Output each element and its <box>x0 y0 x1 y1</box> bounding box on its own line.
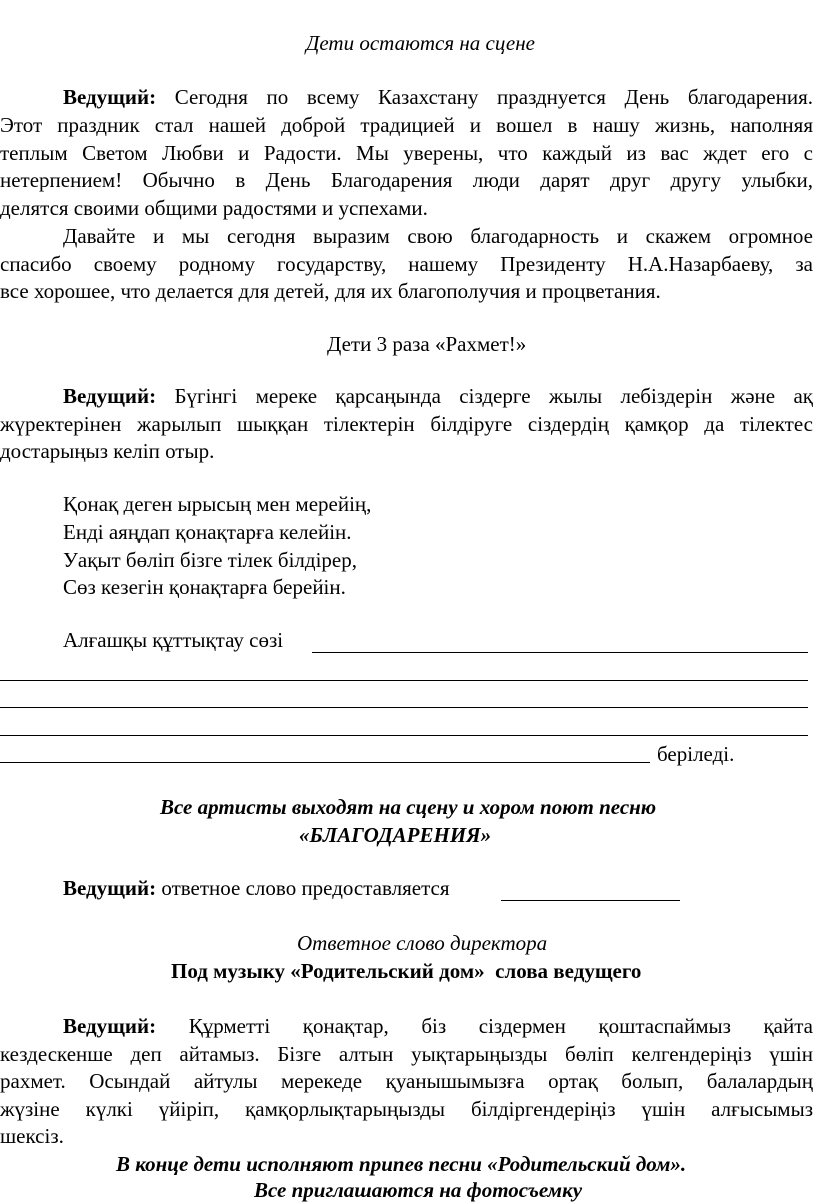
presenter-label: Ведущий: <box>63 876 157 900</box>
final-note-line-1: В конце дети исполняют припев песни «Родительский дом». <box>116 1152 687 1176</box>
children-thanks-line: Дети 3 раза «Рахмет!» <box>327 332 527 356</box>
paragraph-4-line-5: шексіз. <box>0 1124 64 1148</box>
paragraph-1-line-1 <box>63 83 813 111</box>
blank-line-1 <box>312 652 808 653</box>
paragraph-4-line-1 <box>63 1012 813 1040</box>
reply-line <box>63 874 450 902</box>
paragraph-3-text: Бүгінгі мереке қарсаңында сіздерге жылы лебіздерін және ақ <box>174 384 813 408</box>
reply-blank-line <box>501 900 680 901</box>
paragraph-1-line-4: нетерпением! Обычно в День Благодарения люди дарят друг другу улыбки, <box>0 168 813 192</box>
paragraph-2-line-3: все хорошее, что делается для детей, для их благополучия и процветания. <box>0 279 661 303</box>
blank-line-2 <box>0 680 808 681</box>
paragraph-2-line-1: Давайте и мы сегодня выразим свою благодарность и скажем огромное <box>63 224 813 248</box>
final-note-line-2: Все приглашаются на фотосъемку <box>254 1178 583 1202</box>
poem-line-1: Қонақ деген ырысың мен мерейің, <box>63 492 372 516</box>
paragraph-1-line-3: теплым Светом Любви и Радости. Мы уверены, что каждый из вас ждет его с <box>0 141 813 165</box>
paragraph-3-line-2: жүректерінен жарылып шыққан тілектерін білдіруге сіздердің қамқор да тілектес <box>0 412 813 436</box>
stage-note-children-remain: Дети остаются на сцене <box>306 31 535 55</box>
paragraph-1-line-5: делятся своими общими радостями и успехами. <box>0 196 428 220</box>
poem-line-2: Енді аяңдап қонақтарға келейін. <box>63 520 352 544</box>
music-note: Под музыку «Родительский дом» слова ведущего <box>171 959 642 983</box>
given-word: беріледі. <box>657 742 735 766</box>
paragraph-1-line-2: Этот праздник стал нашей доброй традицией и вошел в нашу жизнь, наполняя <box>0 113 813 137</box>
paragraph-2-line-2: спасибо своему родному государству, нашему Президенту Н.А.Назарбаеву, за <box>0 252 813 276</box>
paragraph-4-text: Құрметті қонақтар, біз сіздермен қоштаспаймыз қайта <box>188 1014 813 1038</box>
presenter-label: Ведущий: <box>63 384 157 408</box>
paragraph-1-text: Сегодня по всему Казахстану празднуется День благодарения. <box>174 85 814 109</box>
poem-line-4: Сөз кезегін қонақтарға берейін. <box>63 575 346 599</box>
presenter-label: Ведущий: <box>63 85 157 109</box>
song-note-line-2: «БЛАГОДАРЕНИЯ» <box>299 823 492 847</box>
blank-line-5 <box>0 762 650 763</box>
presenter-label: Ведущий: <box>63 1014 157 1038</box>
blank-line-4 <box>0 735 808 736</box>
paragraph-4-line-2: кездескенше деп айтамыз. Бізге алтын уықтарыңызды бөліп келгендеріңіз үшін <box>0 1042 813 1066</box>
song-note-line-1: Все артисты выходят на сцену и хором поют песню <box>160 795 657 819</box>
paragraph-4-line-4: жүзіне күлкі үйіріп, қамқорлықтарыңызды білдіргендеріңіз үшін алғысымыз <box>0 1097 813 1121</box>
reply-text: ответное слово предоставляется <box>161 876 450 900</box>
first-greeting-label: Алғашқы құттықтау сөзі <box>63 628 284 652</box>
poem-line-3: Уақыт бөліп бізге тілек білдірер, <box>63 548 357 572</box>
paragraph-4-line-3: рахмет. Осындай айтулы мерекеде қуанышымызға ортақ болып, балалардың <box>0 1069 813 1093</box>
director-note: Ответное слово директора <box>297 931 548 955</box>
blank-line-3 <box>0 707 808 708</box>
paragraph-3-line-1 <box>63 382 813 410</box>
paragraph-3-line-3: достарыңыз келіп отыр. <box>0 439 215 463</box>
